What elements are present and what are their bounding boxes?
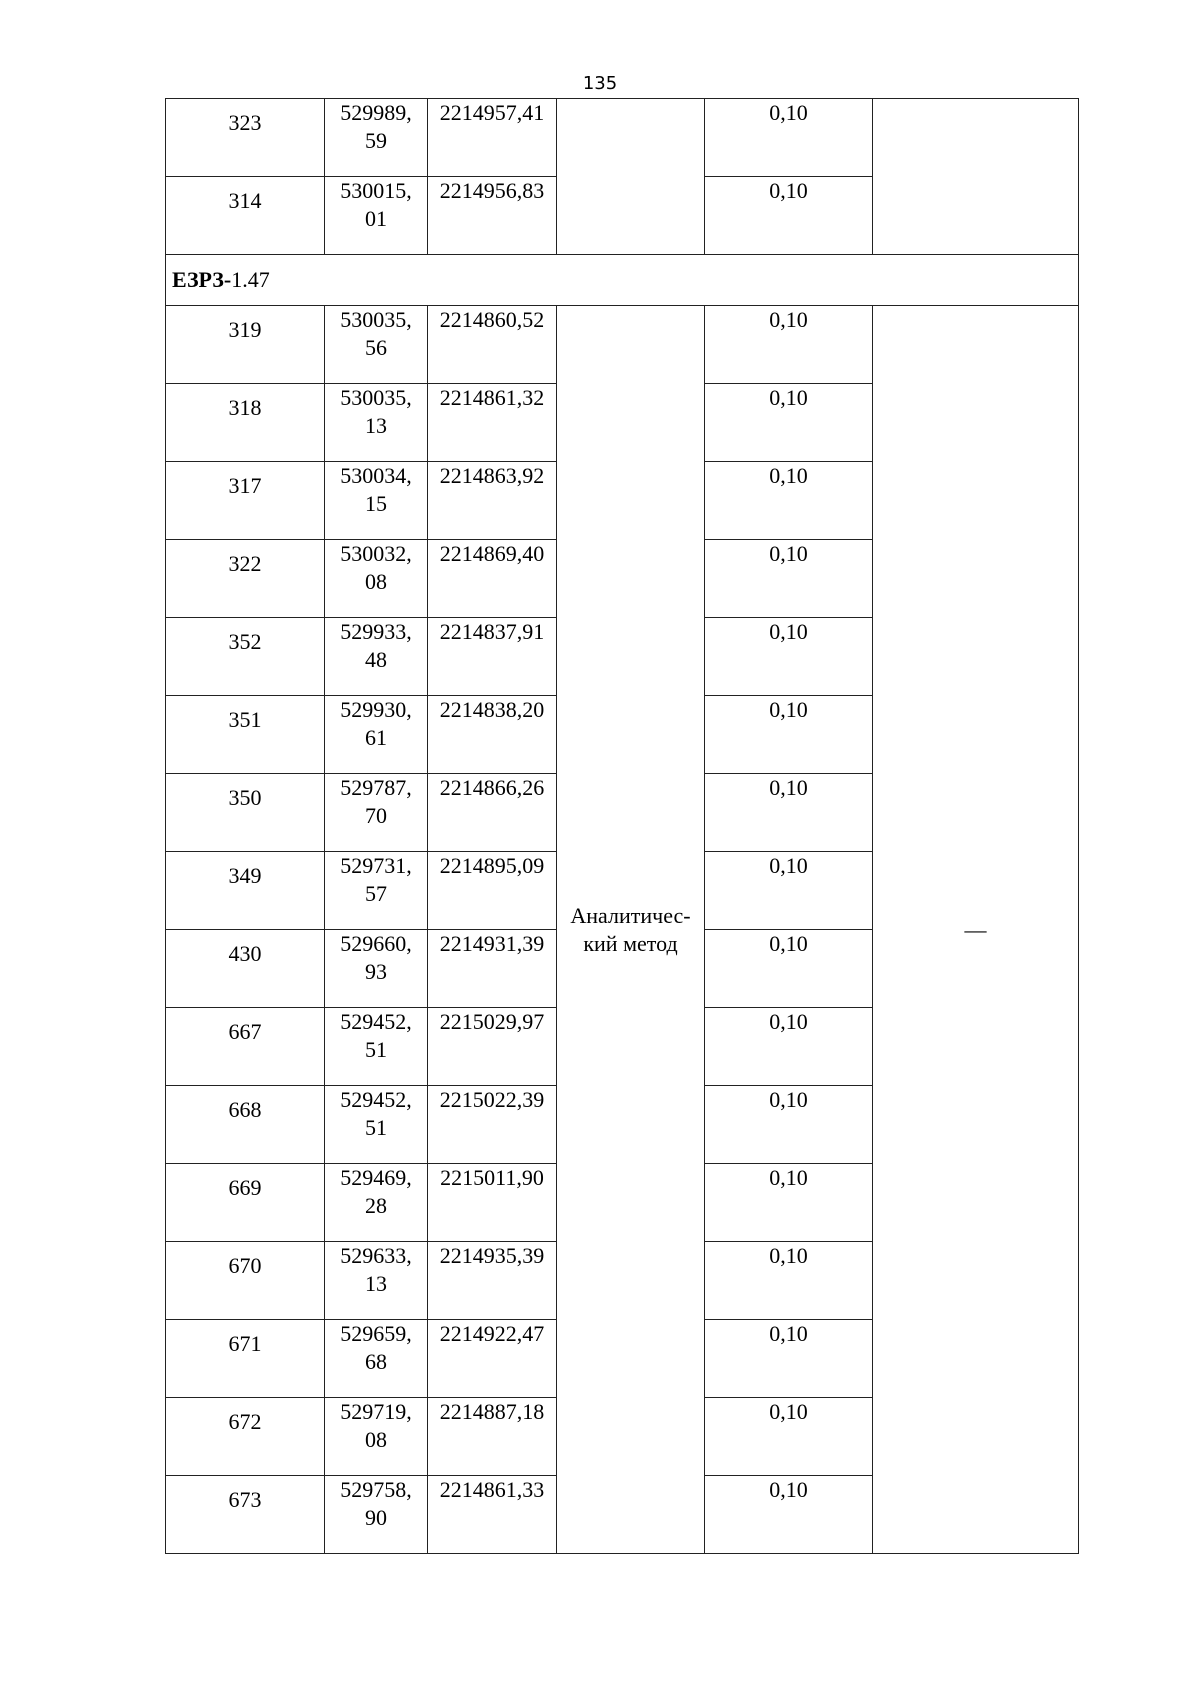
point-number-cell: 671 xyxy=(166,1320,325,1398)
accuracy-cell: 0,10 xyxy=(705,1086,873,1164)
y-coordinate-cell: 2214935,39 xyxy=(428,1242,557,1320)
point-number-cell: 319 xyxy=(166,306,325,384)
section-label xyxy=(166,255,1079,306)
method-cell xyxy=(557,306,705,1554)
accuracy-cell: 0,10 xyxy=(705,462,873,540)
accuracy-cell: 0,10 xyxy=(705,1398,873,1476)
accuracy-cell: 0,10 xyxy=(705,1320,873,1398)
x-coordinate-cell xyxy=(325,540,428,618)
note-cell-empty xyxy=(873,99,1079,255)
point-number-cell: 430 xyxy=(166,930,325,1008)
x-coordinate-fraction: 08 xyxy=(365,1427,387,1452)
y-coordinate-cell: 2214861,32 xyxy=(428,384,557,462)
accuracy-cell: 0,10 xyxy=(705,696,873,774)
accuracy-cell: 0,10 xyxy=(705,177,873,255)
x-coordinate-cell xyxy=(325,1320,428,1398)
point-number-cell: 322 xyxy=(166,540,325,618)
section-label-bold: ЕЗРЗ- xyxy=(172,267,232,292)
accuracy-cell: 0,10 xyxy=(705,1008,873,1086)
note-dash: — xyxy=(964,916,987,942)
y-coordinate-cell: 2214895,09 xyxy=(428,852,557,930)
y-coordinate-cell: 2214887,18 xyxy=(428,1398,557,1476)
x-coordinate-cell xyxy=(325,1008,428,1086)
y-coordinate-cell: 2215011,90 xyxy=(428,1164,557,1242)
accuracy-cell: 0,10 xyxy=(705,774,873,852)
x-coordinate-fraction: 13 xyxy=(365,413,387,438)
point-number-cell: 349 xyxy=(166,852,325,930)
x-coordinate-fraction: 48 xyxy=(365,647,387,672)
x-coordinate-fraction: 59 xyxy=(365,128,387,153)
point-number-cell: 352 xyxy=(166,618,325,696)
x-coordinate-integer: 530034, xyxy=(340,463,412,488)
coordinates-table-body xyxy=(166,99,1079,1554)
accuracy-cell: 0,10 xyxy=(705,930,873,1008)
point-number-cell: 350 xyxy=(166,774,325,852)
accuracy-cell: 0,10 xyxy=(705,384,873,462)
x-coordinate-fraction: 51 xyxy=(365,1037,387,1062)
x-coordinate-fraction: 61 xyxy=(365,725,387,750)
x-coordinate-fraction: 28 xyxy=(365,1193,387,1218)
x-coordinate-cell xyxy=(325,306,428,384)
x-coordinate-integer: 530035, xyxy=(340,307,412,332)
section-label-number: 1.47 xyxy=(231,267,270,292)
x-coordinate-integer: 530015, xyxy=(340,178,412,203)
y-coordinate-cell: 2214922,47 xyxy=(428,1320,557,1398)
x-coordinate-integer: 529452, xyxy=(340,1087,412,1112)
point-number-cell: 669 xyxy=(166,1164,325,1242)
x-coordinate-fraction: 57 xyxy=(365,881,387,906)
accuracy-cell: 0,10 xyxy=(705,852,873,930)
x-coordinate-cell xyxy=(325,99,428,177)
x-coordinate-integer: 530032, xyxy=(340,541,412,566)
x-coordinate-integer: 529731, xyxy=(340,853,412,878)
accuracy-cell: 0,10 xyxy=(705,1476,873,1554)
note-cell xyxy=(873,306,1079,1554)
x-coordinate-integer: 530035, xyxy=(340,385,412,410)
y-coordinate-cell: 2215029,97 xyxy=(428,1008,557,1086)
point-number-cell: 667 xyxy=(166,1008,325,1086)
accuracy-cell: 0,10 xyxy=(705,618,873,696)
x-coordinate-cell xyxy=(325,852,428,930)
x-coordinate-fraction: 13 xyxy=(365,1271,387,1296)
x-coordinate-cell xyxy=(325,1086,428,1164)
x-coordinate-cell xyxy=(325,1164,428,1242)
x-coordinate-integer: 529758, xyxy=(340,1477,412,1502)
x-coordinate-cell xyxy=(325,1476,428,1554)
x-coordinate-integer: 529633, xyxy=(340,1243,412,1268)
x-coordinate-integer: 529930, xyxy=(340,697,412,722)
x-coordinate-fraction: 01 xyxy=(365,206,387,231)
accuracy-cell: 0,10 xyxy=(705,1164,873,1242)
x-coordinate-integer: 529660, xyxy=(340,931,412,956)
y-coordinate-cell: 2214931,39 xyxy=(428,930,557,1008)
point-number-cell: 670 xyxy=(166,1242,325,1320)
x-coordinate-cell xyxy=(325,774,428,852)
x-coordinate-fraction: 08 xyxy=(365,569,387,594)
x-coordinate-cell xyxy=(325,1398,428,1476)
x-coordinate-cell xyxy=(325,384,428,462)
x-coordinate-integer: 529452, xyxy=(340,1009,412,1034)
x-coordinate-integer: 529933, xyxy=(340,619,412,644)
point-number-cell: 318 xyxy=(166,384,325,462)
x-coordinate-cell xyxy=(325,177,428,255)
accuracy-cell: 0,10 xyxy=(705,99,873,177)
y-coordinate-cell: 2215022,39 xyxy=(428,1086,557,1164)
x-coordinate-cell xyxy=(325,462,428,540)
x-coordinate-integer: 529787, xyxy=(340,775,412,800)
x-coordinate-integer: 529659, xyxy=(340,1321,412,1346)
x-coordinate-fraction: 56 xyxy=(365,335,387,360)
section-header-row xyxy=(166,255,1079,306)
accuracy-cell: 0,10 xyxy=(705,540,873,618)
y-coordinate-cell: 2214861,33 xyxy=(428,1476,557,1554)
point-number-cell: 673 xyxy=(166,1476,325,1554)
method-cell-empty xyxy=(557,99,705,255)
point-number-cell: 314 xyxy=(166,177,325,255)
accuracy-cell: 0,10 xyxy=(705,306,873,384)
x-coordinate-cell xyxy=(325,618,428,696)
table-row xyxy=(166,99,1079,177)
coordinates-table xyxy=(165,98,1079,1554)
x-coordinate-fraction: 68 xyxy=(365,1349,387,1374)
y-coordinate-cell: 2214838,20 xyxy=(428,696,557,774)
x-coordinate-fraction: 70 xyxy=(365,803,387,828)
x-coordinate-fraction: 90 xyxy=(365,1505,387,1530)
y-coordinate-cell: 2214837,91 xyxy=(428,618,557,696)
x-coordinate-fraction: 93 xyxy=(365,959,387,984)
x-coordinate-cell xyxy=(325,1242,428,1320)
x-coordinate-integer: 529719, xyxy=(340,1399,412,1424)
x-coordinate-integer: 529469, xyxy=(340,1165,412,1190)
method-line-1: Аналитичес- xyxy=(570,902,691,928)
y-coordinate-cell: 2214860,52 xyxy=(428,306,557,384)
accuracy-cell: 0,10 xyxy=(705,1242,873,1320)
x-coordinate-fraction: 51 xyxy=(365,1115,387,1140)
y-coordinate-cell: 2214956,83 xyxy=(428,177,557,255)
x-coordinate-cell xyxy=(325,930,428,1008)
y-coordinate-cell: 2214866,26 xyxy=(428,774,557,852)
point-number-cell: 317 xyxy=(166,462,325,540)
x-coordinate-cell xyxy=(325,696,428,774)
point-number-cell: 668 xyxy=(166,1086,325,1164)
y-coordinate-cell: 2214863,92 xyxy=(428,462,557,540)
point-number-cell: 351 xyxy=(166,696,325,774)
table-row xyxy=(166,306,1079,384)
y-coordinate-cell: 2214957,41 xyxy=(428,99,557,177)
point-number-cell: 323 xyxy=(166,99,325,177)
x-coordinate-integer: 529989, xyxy=(340,100,412,125)
x-coordinate-fraction: 15 xyxy=(365,491,387,516)
y-coordinate-cell: 2214869,40 xyxy=(428,540,557,618)
point-number-cell: 672 xyxy=(166,1398,325,1476)
method-line-2: кий метод xyxy=(583,930,678,956)
page-number: 135 xyxy=(582,73,618,94)
